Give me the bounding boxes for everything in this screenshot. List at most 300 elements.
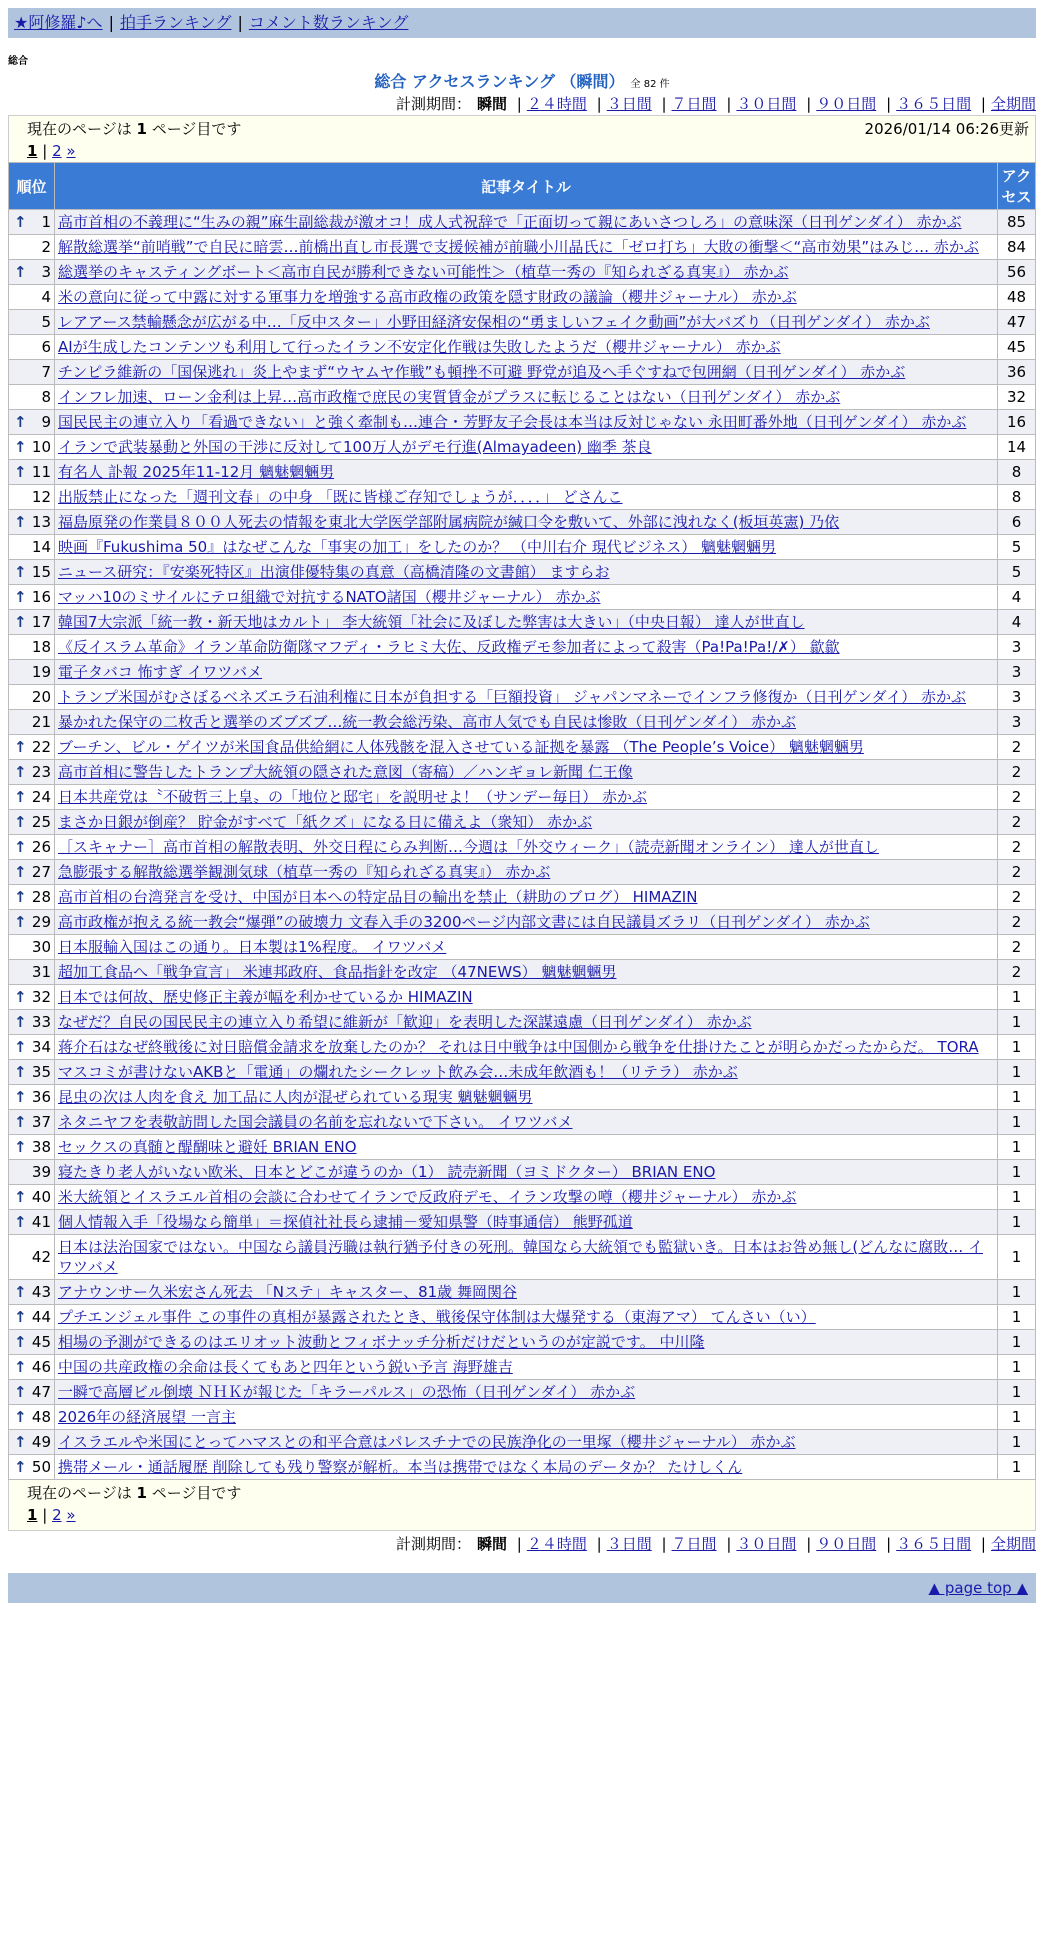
rank-cell <box>9 860 55 885</box>
title-cell <box>55 235 998 260</box>
title-cell <box>55 485 998 510</box>
article-link[interactable]: インフレ加速、ローン金利は上昇…高市政権で庶民の実質賃金がプラスに転じることはない（日刊ゲンダイ） 赤かぶ <box>58 388 841 406</box>
access-count: 2 <box>998 835 1036 860</box>
rank-cell <box>9 1235 55 1280</box>
title-cell <box>55 1455 998 1480</box>
article-link[interactable]: 解散総選挙“前哨戦”で自民に暗雲…前橋出直し市長選で支援候補が前職小川晶氏に「ゼロ打ち」大敗の衝撃＜“高市効果”はみじ… 赤かぶ <box>58 238 979 256</box>
pager-current: 1 <box>27 1506 38 1524</box>
rank-cell <box>9 885 55 910</box>
title-cell <box>55 435 998 460</box>
period-selector-top: 計測期間： 瞬間 | ２４時間 | ３日間 | ７日間 | ３０日間 | ９０日間 | ３６５日間 | 全期間 <box>395 95 1036 113</box>
title-cell <box>55 810 998 835</box>
up-arrow-icon: ↑ <box>14 1308 27 1326</box>
rank-number: 1 <box>41 213 51 231</box>
title-cell <box>55 910 998 935</box>
article-link[interactable]: ネタニヤフを表敬訪問した国会議員の名前を忘れないで下さい。 イワツバメ <box>58 1113 573 1131</box>
rank-number: 13 <box>31 513 51 531</box>
rank-cell <box>9 285 55 310</box>
access-count: 85 <box>998 210 1036 235</box>
period-3d[interactable]: ３日間 <box>606 95 652 113</box>
page-top-link[interactable]: ▲ page top ▲ <box>928 1579 1028 1597</box>
table-row <box>9 310 1036 335</box>
access-count: 48 <box>998 285 1036 310</box>
period-24h[interactable]: ２４時間 <box>526 1535 587 1553</box>
article-link[interactable]: まさか日銀が倒産？ 貯金がすべて「紙クズ」になる日に備えよ（衆知） 赤かぶ <box>58 813 593 831</box>
article-link[interactable]: 日本服輸入国はこの通り。日本製は1%程度。 イワツバメ <box>58 938 447 956</box>
article-link[interactable]: 高市首相の不義理に“生みの親”麻生副総裁が激オコ！成人式祝辞で「正面切って親にあいさつしろ」の意味深（日刊ゲンダイ） 赤かぶ <box>58 213 962 231</box>
title-cell <box>55 460 998 485</box>
rank-number: 48 <box>31 1408 51 1426</box>
rank-cell <box>9 1280 55 1305</box>
access-count: 8 <box>998 485 1036 510</box>
up-arrow-icon: ↑ <box>14 1113 27 1131</box>
rank-number: 50 <box>31 1458 51 1476</box>
article-link[interactable]: 《反イスラム革命》イラン革命防衛隊マフディ・ラヒミ大佐、反政権デモ参加者によって殺害（Pa!Pa!Pa!/✗） 歙歙 <box>58 638 840 656</box>
rank-cell <box>9 660 55 685</box>
table-row <box>9 1160 1036 1185</box>
title-cell <box>55 960 998 985</box>
article-link[interactable]: 暴かれた保守の二枚舌と選挙のズブズブ…統一教会総汚染、高市人気でも自民は惨敗（日刊ゲンダイ） 赤かぶ <box>58 713 796 731</box>
access-count: 1 <box>998 1355 1036 1380</box>
article-link[interactable]: 高市首相の台湾発言を受け、中国が日本への特定品目の輸出を禁止（耕助のブログ） HIMAZIN <box>58 888 698 906</box>
page-title: 総合 アクセスランキング （瞬間） 全 82 件 <box>374 72 670 91</box>
rank-number: 30 <box>31 938 51 956</box>
rank-cell <box>9 560 55 585</box>
rank-cell <box>9 1330 55 1355</box>
article-link[interactable]: イスラエルや米国にとってハマスとの和平合意はパレスチナでの民族浄化の一里塚（櫻井ジャーナル） 赤かぶ <box>58 1433 796 1451</box>
period-3d[interactable]: ３日間 <box>606 1535 652 1553</box>
access-count: 4 <box>998 610 1036 635</box>
rank-number: 34 <box>31 1038 51 1056</box>
table-row <box>9 610 1036 635</box>
article-link[interactable]: 寝たきり老人がいない欧米、日本とどこが違うのか（1） 読売新聞（ヨミドクター） BRIAN ENO <box>58 1163 716 1181</box>
table-row <box>9 1210 1036 1235</box>
title-cell <box>55 1010 998 1035</box>
article-link[interactable]: 個人情報入手「役場なら簡単」＝探偵社社長ら逮捕－愛知県警（時事通信） 熊野孤道 <box>58 1213 633 1231</box>
article-link[interactable]: マッハ10のミサイルにテロ組織で対抗するNATO諸国（櫻井ジャーナル） 赤かぶ <box>58 588 601 606</box>
article-link[interactable]: ニュース研究：『安楽死特区』出演俳優特集の真意（高橋清隆の文書館） ますらお <box>58 563 610 581</box>
top-nav: ★阿修羅♪へ | 拍手ランキング | コメント数ランキング <box>8 8 1036 38</box>
title-cell <box>55 660 998 685</box>
rank-number: 17 <box>31 613 51 631</box>
page-info-bottom: 現在のページは 1 ページ目です 1 | 2 » <box>8 1480 1036 1531</box>
table-row <box>9 1380 1036 1405</box>
access-count: 5 <box>998 560 1036 585</box>
article-link[interactable]: 電子タバコ 怖すぎ イワツバメ <box>58 663 263 681</box>
table-row <box>9 635 1036 660</box>
title-cell <box>55 610 998 635</box>
rank-number: 32 <box>31 988 51 1006</box>
title-cell <box>55 1210 998 1235</box>
pager-next[interactable]: » <box>66 142 76 160</box>
article-link[interactable]: 2026年の経済展望 一言主 <box>58 1408 236 1426</box>
rank-number: 36 <box>31 1088 51 1106</box>
article-link[interactable]: 昆虫の次は人肉を食え 加工品に人肉が混ぜられている現実 魑魅魍魎男 <box>58 1088 533 1106</box>
title-cell <box>55 1135 998 1160</box>
pager-top: 1 | 2 » <box>27 142 76 160</box>
table-row <box>9 685 1036 710</box>
article-link[interactable]: 国民民主の連立入り「看過できない」と強く牽制も…連合・芳野友子会長は本当は反対じゃない 永田町番外地（日刊ゲンダイ） 赤かぶ <box>58 413 967 431</box>
up-arrow-icon: ↑ <box>14 463 27 481</box>
article-link[interactable]: 日本は法治国家ではない。中国なら議員汚職は執行猶予付きの死刑。韓国なら大統領でも監獄いき。日本はお咎め無し(どんなに腐敗… イワツバメ <box>58 1238 984 1276</box>
table-row <box>9 535 1036 560</box>
title-cell <box>55 260 998 285</box>
table-row <box>9 385 1036 410</box>
table-row <box>9 785 1036 810</box>
up-arrow-icon: ↑ <box>14 813 27 831</box>
up-arrow-icon: ↑ <box>14 413 27 431</box>
table-row <box>9 1305 1036 1330</box>
access-count: 1 <box>998 1085 1036 1110</box>
up-arrow-icon: ↑ <box>14 1458 27 1476</box>
table-row <box>9 560 1036 585</box>
access-count: 3 <box>998 710 1036 735</box>
pager-next[interactable]: » <box>66 1506 76 1524</box>
ranking-table <box>8 162 1036 1480</box>
access-count: 8 <box>998 460 1036 485</box>
rank-number: 46 <box>31 1358 51 1376</box>
rank-cell <box>9 835 55 860</box>
access-count: 1 <box>998 1455 1036 1480</box>
article-link[interactable]: 一瞬で高層ビル倒壊 ＮＨＫが報じた「キラーパルス」の恐怖（日刊ゲンダイ） 赤かぶ <box>58 1383 636 1401</box>
title-cell <box>55 885 998 910</box>
up-arrow-icon: ↑ <box>14 1408 27 1426</box>
access-count: 32 <box>998 385 1036 410</box>
rank-cell <box>9 385 55 410</box>
rank-number: 21 <box>31 713 51 731</box>
article-link[interactable]: 映画『Fukushima 50』はなぜこんな「事実の加工」をしたのか？ （中川右介 現代ビジネス） 魑魅魍魎男 <box>58 538 777 556</box>
table-row <box>9 485 1036 510</box>
up-arrow-icon: ↑ <box>14 788 27 806</box>
table-row <box>9 735 1036 760</box>
title-cell <box>55 935 998 960</box>
article-link[interactable]: プチエンジェル事件 この事件の真相が暴露されたとき、戦後保守体制は大爆発する（東海アマ） てんさい（い） <box>58 1308 816 1326</box>
up-arrow-icon: ↑ <box>14 1088 27 1106</box>
access-count: 2 <box>998 935 1036 960</box>
article-link[interactable]: 高市首相に警告したトランプ大統領の隠された意図（寄稿）／ハンギョレ新聞 仁王像 <box>58 763 633 781</box>
period-90d[interactable]: ９０日間 <box>816 95 877 113</box>
access-count: 1 <box>998 1330 1036 1355</box>
up-arrow-icon: ↑ <box>14 1283 27 1301</box>
rank-cell <box>9 1110 55 1135</box>
article-link[interactable]: アナウンサー久米宏さん死去 「Nステ」キャスター、81歳 舞岡関谷 <box>58 1283 517 1301</box>
table-row <box>9 1405 1036 1430</box>
access-count: 1 <box>998 1060 1036 1085</box>
rank-number: 23 <box>31 763 51 781</box>
access-count: 1 <box>998 1430 1036 1455</box>
table-row <box>9 1430 1036 1455</box>
rank-number: 6 <box>41 338 51 356</box>
access-count: 1 <box>998 1305 1036 1330</box>
title-cell <box>55 1060 998 1085</box>
rank-cell <box>9 1305 55 1330</box>
up-arrow-icon: ↑ <box>14 1013 27 1031</box>
access-count: 56 <box>998 260 1036 285</box>
rank-number: 24 <box>31 788 51 806</box>
title-cell <box>55 385 998 410</box>
access-count: 2 <box>998 810 1036 835</box>
rank-number: 8 <box>41 388 51 406</box>
rank-cell <box>9 1405 55 1430</box>
access-count: 2 <box>998 760 1036 785</box>
category-label: 総合 <box>8 56 28 67</box>
rank-cell <box>9 1380 55 1405</box>
rank-number: 12 <box>31 488 51 506</box>
rank-number: 27 <box>31 863 51 881</box>
rank-cell <box>9 685 55 710</box>
up-arrow-icon: ↑ <box>14 1063 27 1081</box>
up-arrow-icon: ↑ <box>14 838 27 856</box>
access-count: 1 <box>998 1135 1036 1160</box>
rank-number: 22 <box>31 738 51 756</box>
title-cell <box>55 1110 998 1135</box>
article-link[interactable]: 相場の予測ができるのはエリオット波動とフィボナッチ分析だけだというのが定説です。 中川隆 <box>58 1333 705 1351</box>
article-link[interactable]: 米の意向に従って中露に対する軍事力を増強する高市政権の政策を隠す財政の議論（櫻井ジャーナル） 赤かぶ <box>58 288 797 306</box>
article-link[interactable]: 福島原発の作業員８００人死去の情報を東北大学医学部附属病院が緘口令を敷いて、外部に洩れなく(板垣英憲) 乃依 <box>58 513 840 531</box>
rank-number: 11 <box>31 463 51 481</box>
access-count: 1 <box>998 1185 1036 1210</box>
title-cell <box>55 585 998 610</box>
table-row <box>9 860 1036 885</box>
rank-cell <box>9 710 55 735</box>
title-cell <box>55 410 998 435</box>
title-cell <box>55 510 998 535</box>
title-cell <box>55 685 998 710</box>
table-row <box>9 210 1036 235</box>
rank-number: 19 <box>31 663 51 681</box>
period-7d[interactable]: ７日間 <box>671 1535 717 1553</box>
access-count: 45 <box>998 335 1036 360</box>
rank-cell <box>9 960 55 985</box>
article-link[interactable]: ［スキャナー］高市首相の解散表明、外交日程にらみ判断…今週は「外交ウィーク」（読売新聞オンライン） 達人が世直し <box>58 838 879 856</box>
title-cell <box>55 1430 998 1455</box>
table-row <box>9 410 1036 435</box>
up-arrow-icon: ↑ <box>14 888 27 906</box>
access-count: 2 <box>998 860 1036 885</box>
period-all[interactable]: 全期間 <box>990 95 1036 113</box>
rank-number: 29 <box>31 913 51 931</box>
home-link[interactable]: ★阿修羅♪へ <box>14 13 103 32</box>
table-row <box>9 1060 1036 1085</box>
table-row <box>9 460 1036 485</box>
rank-cell <box>9 1085 55 1110</box>
access-count: 16 <box>998 410 1036 435</box>
up-arrow-icon: ↑ <box>14 863 27 881</box>
table-row <box>9 1085 1036 1110</box>
period-30d[interactable]: ３０日間 <box>736 1535 797 1553</box>
title-cell <box>55 535 998 560</box>
title-cell <box>55 1185 998 1210</box>
access-count: 1 <box>998 1380 1036 1405</box>
comment-ranking-link[interactable]: コメント数ランキング <box>248 13 409 32</box>
rank-number: 26 <box>31 838 51 856</box>
rank-number: 10 <box>31 438 51 456</box>
rank-cell <box>9 910 55 935</box>
article-link[interactable]: マスコミが書けないAKBと「電通」の爛れたシークレット飲み会…未成年飲酒も！（リテラ） 赤かぶ <box>58 1063 738 1081</box>
up-arrow-icon: ↑ <box>14 1213 27 1231</box>
access-count: 6 <box>998 510 1036 535</box>
rank-number: 38 <box>31 1138 51 1156</box>
title-cell <box>55 1280 998 1305</box>
title-cell <box>55 1085 998 1110</box>
table-row <box>9 1455 1036 1480</box>
rank-number: 33 <box>31 1013 51 1031</box>
rank-number: 44 <box>31 1308 51 1326</box>
article-link[interactable]: なぜだ？自民の国民民主の連立入り希望に維新が「歓迎」を表明した深謀遠慮（日刊ゲンダイ） 赤かぶ <box>58 1013 752 1031</box>
up-arrow-icon: ↑ <box>14 763 27 781</box>
rank-cell <box>9 610 55 635</box>
access-count: 5 <box>998 535 1036 560</box>
pager-page-2[interactable]: 2 <box>52 1506 62 1524</box>
access-count: 1 <box>998 985 1036 1010</box>
rank-cell <box>9 535 55 560</box>
table-row <box>9 260 1036 285</box>
table-row <box>9 985 1036 1010</box>
table-row <box>9 585 1036 610</box>
title-cell <box>55 1160 998 1185</box>
article-link[interactable]: 韓国7大宗派「統一教・新天地はカルト」 李大統領「社会に及ぼした弊害は大きい」（中央日報） 達人が世直し <box>58 613 805 631</box>
header-title: 記事タイトル <box>55 163 998 210</box>
rank-number: 42 <box>31 1248 51 1266</box>
article-link[interactable]: イランで武装暴動と外国の干渉に反対して100万人がデモ行進(Almayadeen) 幽季 茶良 <box>58 438 652 456</box>
period-365d[interactable]: ３６５日間 <box>896 1535 972 1553</box>
article-link[interactable]: トランプ米国がむさぼるベネズエラ石油利権に日本が負担する「巨額投資」 ジャパンマネーでインフラ修復か（日刊ゲンダイ） 赤かぶ <box>58 688 967 706</box>
rank-cell <box>9 1455 55 1480</box>
article-link[interactable]: 日本では何故、歴史修正主義が幅を利かせているか HIMAZIN <box>58 988 473 1006</box>
rank-cell <box>9 210 55 235</box>
article-link[interactable]: レアアース禁輸懸念が広がる中…「反中スター」小野田経済安保相の“勇ましいフェイク動画”が大バズり（日刊ゲンダイ） 赤かぶ <box>58 313 930 331</box>
article-link[interactable]: AIが生成したコンテンツも利用して行ったイラン不安定化作戦は失敗したようだ（櫻井ジャーナル） 赤かぶ <box>58 338 781 356</box>
table-row <box>9 335 1036 360</box>
title-cell <box>55 1305 998 1330</box>
table-row <box>9 935 1036 960</box>
rank-cell <box>9 460 55 485</box>
access-count: 1 <box>998 1110 1036 1135</box>
title-cell <box>55 1035 998 1060</box>
rank-cell <box>9 635 55 660</box>
period-24h[interactable]: ２４時間 <box>526 95 587 113</box>
access-count: 1 <box>998 1160 1036 1185</box>
header-access: アクセス <box>998 163 1036 210</box>
access-count: 1 <box>998 1235 1036 1280</box>
rank-number: 16 <box>31 588 51 606</box>
up-arrow-icon: ↑ <box>14 1038 27 1056</box>
table-row <box>9 1035 1036 1060</box>
bottom-bar <box>8 1573 1036 1603</box>
pager-current: 1 <box>27 142 38 160</box>
period-365d[interactable]: ３６５日間 <box>896 95 972 113</box>
up-arrow-icon: ↑ <box>14 1333 27 1351</box>
up-arrow-icon: ↑ <box>14 1358 27 1376</box>
article-link[interactable]: 日本共産党は〝不破哲三上皇〟の「地位と邸宅」を説明せよ！（サンデー毎日） 赤かぶ <box>58 788 648 806</box>
period-30d[interactable]: ３０日間 <box>736 95 797 113</box>
rank-number: 7 <box>41 363 51 381</box>
article-link[interactable]: セックスの真髄と醍醐味と避妊 BRIAN ENO <box>58 1138 357 1156</box>
article-link[interactable]: 超加工食品へ「戦争宣言」 米連邦政府、食品指針を改定 （47NEWS） 魑魅魍魎男 <box>58 963 617 981</box>
access-count: 47 <box>998 310 1036 335</box>
up-arrow-icon: ↑ <box>14 1433 27 1451</box>
rank-number: 39 <box>31 1163 51 1181</box>
title-cell <box>55 335 998 360</box>
access-count: 84 <box>998 235 1036 260</box>
rank-cell <box>9 260 55 285</box>
article-link[interactable]: 米大統領とイスラエル首相の会談に合わせてイランで反政府デモ、イラン攻撃の噂（櫻井ジャーナル） 赤かぶ <box>58 1188 797 1206</box>
rank-number: 9 <box>41 413 51 431</box>
table-row <box>9 660 1036 685</box>
rank-cell <box>9 785 55 810</box>
rank-cell <box>9 435 55 460</box>
title-cell <box>55 360 998 385</box>
up-arrow-icon: ↑ <box>14 613 27 631</box>
rank-number: 35 <box>31 1063 51 1081</box>
title-cell <box>55 985 998 1010</box>
header-rank: 順位 <box>9 163 55 210</box>
article-link[interactable]: 出版禁止になった「週刊文春」の中身 「既に皆様ご存知でしょうが．．．．」 どさんこ <box>58 488 623 506</box>
article-link[interactable]: 高市政権が抱える統一教会“爆弾”の破壊力 文春入手の3200ページ内部文書には自民議員ズラリ（日刊ゲンダイ） 赤かぶ <box>58 913 870 931</box>
title-cell <box>55 785 998 810</box>
rank-number: 15 <box>31 563 51 581</box>
period-current: 瞬間 <box>476 95 507 113</box>
title-cell <box>55 310 998 335</box>
table-row <box>9 285 1036 310</box>
article-link[interactable]: ブーチン、ビル・ゲイツが米国食品供給網に人体残骸を混入させている証拠を暴露 （The People’s Voice） 魑魅魍魎男 <box>58 738 864 756</box>
article-link[interactable]: 中国の共産政権の余命は長くてもあと四年という鋭い予言 海野雄吉 <box>58 1358 513 1376</box>
rank-cell <box>9 1060 55 1085</box>
access-count: 1 <box>998 1210 1036 1235</box>
table-row <box>9 885 1036 910</box>
rank-cell <box>9 1185 55 1210</box>
article-link[interactable]: 総選挙のキャスティングボート＜高市自民が勝利できない可能性＞（植草一秀の『知られざる真実』） 赤かぶ <box>58 263 789 281</box>
rank-number: 2 <box>41 238 51 256</box>
period-all[interactable]: 全期間 <box>990 1535 1036 1553</box>
article-link[interactable]: 携帯メール・通話履歴 削除しても残り警察が解析。本当は携帯ではなく本局のデータか？ たけしくん <box>58 1458 743 1476</box>
rank-cell <box>9 1355 55 1380</box>
title-cell <box>55 560 998 585</box>
article-link[interactable]: 蒋介石はなぜ終戦後に対日賠償金請求を放棄したのか？ それは日中戦争は中国側から戦争を仕掛けたことが明らかだったからだ。 TORA <box>58 1038 979 1056</box>
rank-number: 43 <box>31 1283 51 1301</box>
period-90d[interactable]: ９０日間 <box>816 1535 877 1553</box>
table-row <box>9 835 1036 860</box>
clap-ranking-link[interactable]: 拍手ランキング <box>119 13 232 32</box>
rank-cell <box>9 1135 55 1160</box>
title-cell <box>55 860 998 885</box>
rank-number: 3 <box>41 263 51 281</box>
up-arrow-icon: ↑ <box>14 738 27 756</box>
rank-cell <box>9 1035 55 1060</box>
title-cell <box>55 1330 998 1355</box>
table-row <box>9 1355 1036 1380</box>
article-link[interactable]: 有名人 訃報 2025年11-12月 魑魅魍魎男 <box>58 463 335 481</box>
rank-number: 14 <box>31 538 51 556</box>
access-count: 1 <box>998 1010 1036 1035</box>
rank-number: 4 <box>41 288 51 306</box>
table-row <box>9 360 1036 385</box>
period-7d[interactable]: ７日間 <box>671 95 717 113</box>
pager-page-2[interactable]: 2 <box>52 142 62 160</box>
rank-number: 49 <box>31 1433 51 1451</box>
access-count: 2 <box>998 735 1036 760</box>
rank-cell <box>9 1010 55 1035</box>
article-link[interactable]: チンピラ維新の「国保逃れ」炎上やまず“ウヤムヤ作戦”も頓挫不可避 野党が追及へ手ぐすねで包囲網（日刊ゲンダイ） 赤かぶ <box>58 363 906 381</box>
rank-number: 18 <box>31 638 51 656</box>
rank-number: 37 <box>31 1113 51 1131</box>
up-arrow-icon: ↑ <box>14 1383 27 1401</box>
rank-cell <box>9 585 55 610</box>
rank-number: 25 <box>31 813 51 831</box>
rank-cell <box>9 310 55 335</box>
title-cell <box>55 1355 998 1380</box>
article-link[interactable]: 急膨張する解散総選挙観測気球（植草一秀の『知られざる真実』） 赤かぶ <box>58 863 551 881</box>
